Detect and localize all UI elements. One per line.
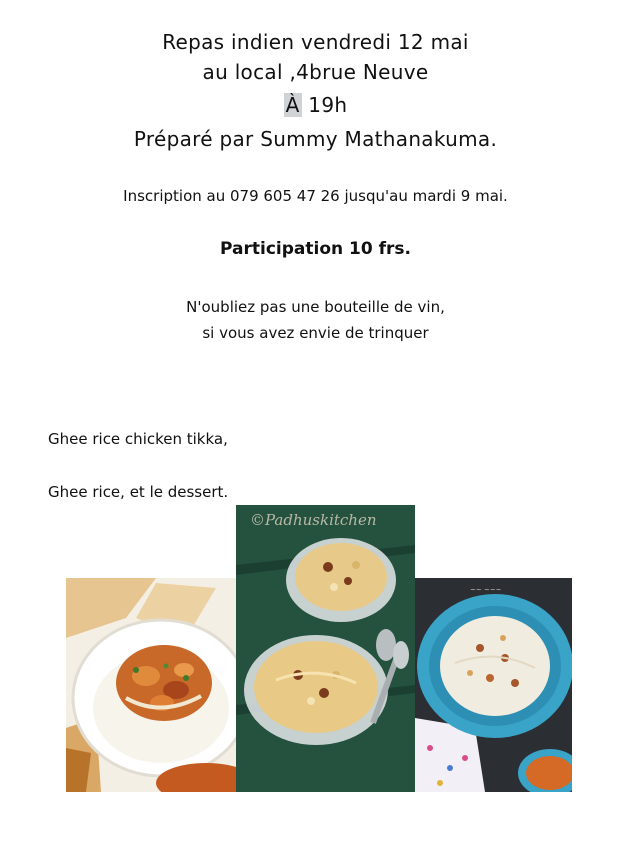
ghee-rice-photo [415, 578, 572, 792]
dessert-photo [236, 505, 415, 792]
event-time [0, 93, 631, 117]
time-value: 19h [301, 93, 348, 117]
reminder-line-1: N'oubliez pas une bouteille de vin, [186, 298, 445, 316]
chicken-tikka-photo [66, 578, 236, 792]
participation-price: Participation 10 frs. [220, 239, 411, 259]
event-cook: Préparé par Summy Mathanakuma. [133, 127, 498, 151]
inscription-text: Inscription au 079 605 47 26 jusqu'au mardi 9 mai. [123, 187, 508, 205]
event-location: au local ,4brue Neuve [202, 60, 429, 84]
svg-text:~~ ~~~: ~~ ~~~ [470, 586, 502, 594]
reminder-line-2: si vous avez envie de trinquer [202, 324, 429, 342]
event-title: Repas indien vendredi 12 mai [162, 30, 469, 54]
menu-item-2: Ghee rice, et le dessert. [48, 483, 229, 501]
menu-item-1: Ghee rice chicken tikka, [48, 430, 228, 448]
photo-watermark: ©Padhuskitchen [250, 511, 377, 529]
time-prefix: À [285, 93, 300, 117]
